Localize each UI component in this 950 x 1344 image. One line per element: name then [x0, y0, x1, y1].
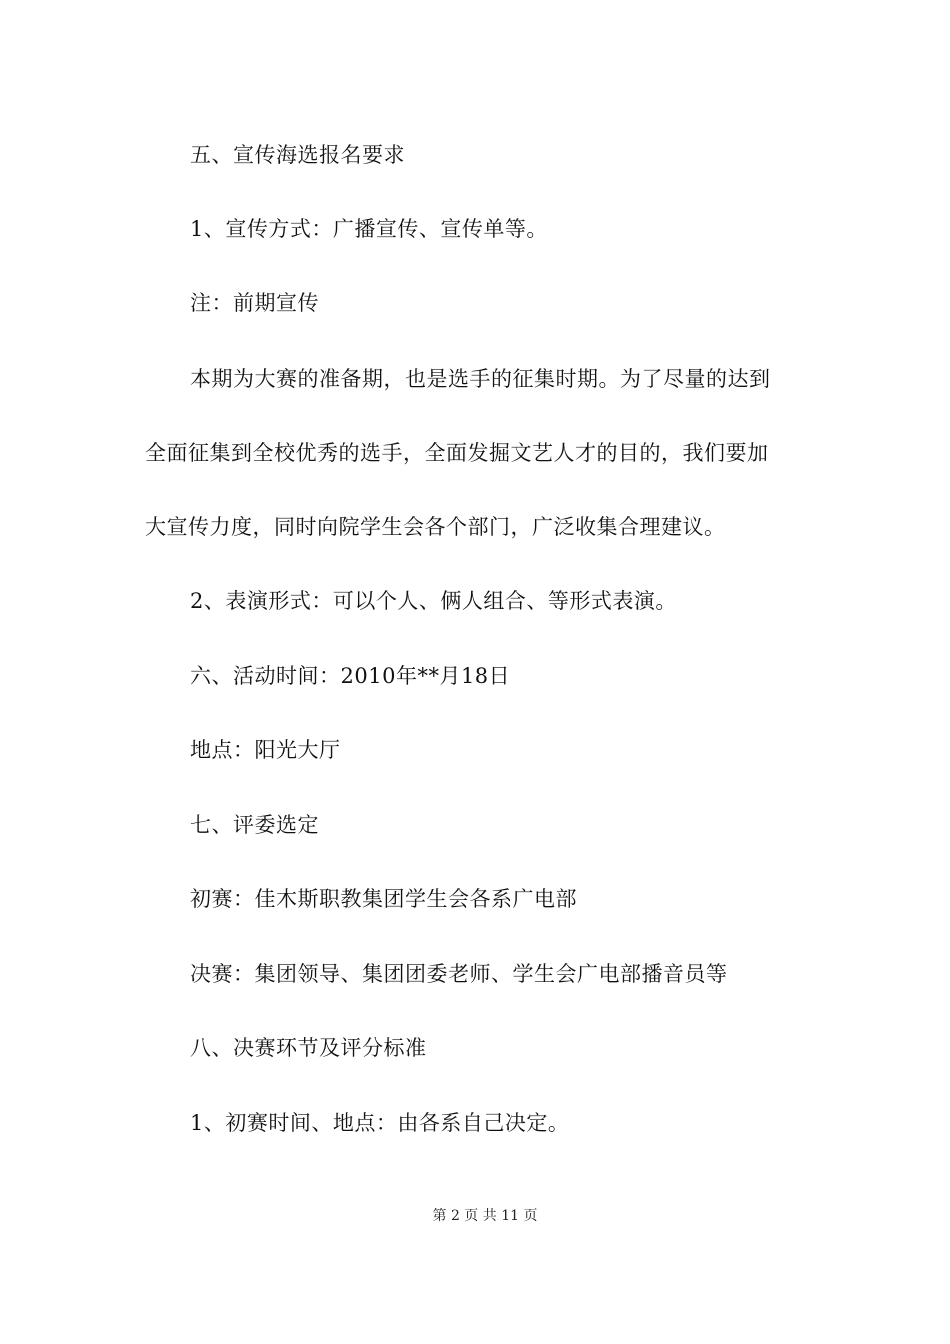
section7-heading: 七、评委选定: [190, 813, 319, 837]
note-label: 注：前期宣传: [190, 291, 319, 315]
promotion-method-item: 1、宣传方式：广播宣传、宣传单等。: [190, 217, 548, 241]
paragraph-line-1: 本期为大赛的准备期，也是选手的征集时期。为了尽量的达到: [190, 367, 771, 391]
section6-time: 六、活动时间：2010年**月18日: [190, 664, 511, 688]
page-footer: 第 2 页 共 11 页: [432, 1208, 538, 1224]
final-judges: 决赛：集团领导、集团团委老师、学生会广电部播音员等: [190, 962, 728, 986]
performance-form-item: 2、表演形式：可以个人、俩人组合、等形式表演。: [190, 589, 677, 613]
paragraph-line-2: 全面征集到全校优秀的选手，全面发掘文艺人才的目的，我们要加: [145, 441, 769, 465]
section8-heading: 八、决赛环节及评分标准: [190, 1036, 427, 1060]
section5-heading: 五、宣传海选报名要求: [190, 143, 405, 167]
preliminary-time-item: 1、初赛时间、地点：由各系自己决定。: [190, 1111, 570, 1135]
paragraph-line-3: 大宣传力度，同时向院学生会各个部门，广泛收集合理建议。: [145, 515, 726, 539]
location-line: 地点：阳光大厅: [190, 738, 341, 762]
preliminary-judges: 初赛：佳木斯职教集团学生会各系广电部: [190, 887, 577, 911]
